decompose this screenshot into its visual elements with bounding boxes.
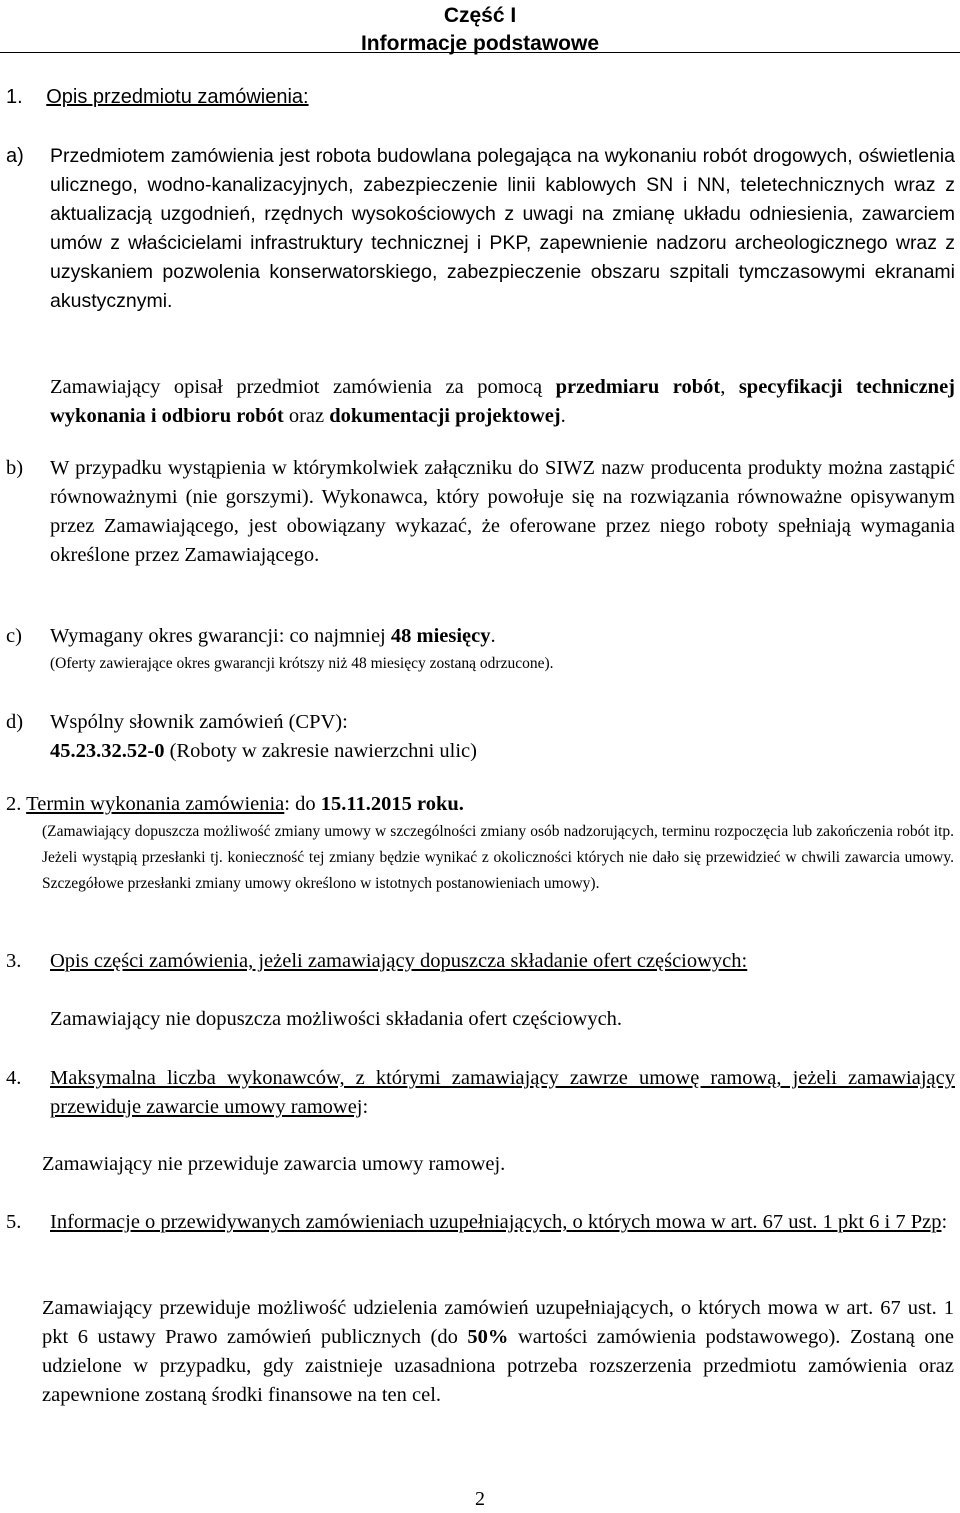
section-5-text bbox=[42, 1294, 954, 1410]
description-text-2: , bbox=[720, 376, 739, 398]
section-2-colon: : do bbox=[284, 793, 321, 815]
item-b-label: b) bbox=[6, 457, 24, 479]
section-4-colon: : bbox=[362, 1096, 369, 1118]
section-4-title-text: Maksymalna liczba wykonawców, z którymi zamawiający zawrze umowę ramową, jeżeli zamawiający przewiduje zawarcie umowy ramowej bbox=[50, 1067, 955, 1118]
description-paragraph bbox=[50, 373, 955, 431]
description-text-1: Zamawiający opisał przedmiot zamówienia za pomocą bbox=[50, 376, 556, 398]
description-text-3: oraz bbox=[283, 405, 330, 427]
description-bold-1: przedmiaru robót bbox=[555, 376, 721, 398]
page-number: 2 bbox=[475, 1488, 485, 1510]
part-title: Część I bbox=[443, 4, 517, 27]
item-b-text: W przypadku wystąpienia w którymkolwiek załączniku do SIWZ nazw producenta produkty można zastąpić równoważnymi (nie gorszymi). Wykonawca, który powołuje się na rozwiązania równoważne opisywanym przez Zamawiającego, jest obowiązany wykazać, że oferowane przez niego roboty spełniają wymagania określone przez Zamawiającego. bbox=[50, 457, 955, 566]
section-3-title bbox=[50, 947, 955, 976]
section-3-title-text: Opis części zamówienia, jeżeli zamawiający dopuszcza składanie ofert częściowych: bbox=[50, 950, 748, 972]
section-1-title: Opis przedmiotu zamówienia: bbox=[46, 86, 309, 108]
item-a-label: a) bbox=[6, 145, 24, 167]
section-3-number: 3. bbox=[6, 950, 22, 972]
percent-value: 50% bbox=[467, 1326, 509, 1348]
section-1-number: 1. bbox=[6, 86, 23, 108]
cpv-description: (Roboty w zakresie nawierzchni ulic) bbox=[164, 740, 477, 762]
section-2-title: Termin wykonania zamówienia bbox=[26, 793, 285, 815]
item-d-text: Wspólny słownik zamówień (CPV): bbox=[50, 711, 348, 733]
part-subtitle: Informacje podstawowe bbox=[360, 32, 600, 55]
item-c-text bbox=[50, 622, 955, 651]
part-header bbox=[350, 2, 610, 58]
section-5-number: 5. bbox=[6, 1211, 22, 1233]
section-2-heading bbox=[6, 790, 911, 819]
warranty-period: 48 miesięcy bbox=[390, 625, 491, 647]
section-5-title-text: Informacje o przewidywanych zamówieniach uzupełniających, o których mowa w art. 67 ust. 1 pkt 6 i 7 Pzp bbox=[50, 1211, 942, 1233]
section-3-text: Zamawiający nie dopuszcza możliwości składania ofert częściowych. bbox=[50, 1008, 623, 1030]
section-4-title bbox=[50, 1064, 955, 1122]
warranty-text: Wymagany okres gwarancji: co najmniej bbox=[50, 625, 391, 647]
item-d-label: d) bbox=[6, 711, 24, 733]
section-5-title bbox=[50, 1208, 955, 1237]
section-2-note: (Zamawiający dopuszcza możliwość zmiany umowy w szczególności zmiany osób nadzorujących, terminu rozpoczęcia lub zakończenia robót itp. Jeżeli wystąpią przesłanki tj. konieczność tej zmiany będzie wynikać z okoliczności których nie dało się przewidzieć w chwili zawarcia umowy. Szczegółowe przesłanki zmiany umowy określono w istotnych postanowieniach umowy). bbox=[42, 823, 954, 892]
description-bold-2: specyfikacji technicznej wykonania i odbioru robót bbox=[50, 376, 955, 427]
cpv-line bbox=[50, 737, 955, 766]
description-text-4: . bbox=[560, 405, 566, 427]
item-a-text: Przedmiotem zamówienia jest robota budowlana polegająca na wykonaniu robót drogowych, oświetlenia ulicznego, wodno-kanalizacyjnych, zabezpieczenie linii kablowych SN i NN, teletechnicznych wraz z aktualizacją uzgodnień, rzędnych wysokościowych z uwagi na zmianę układu odniesienia, zawarciem umów z właścicielami infrastruktury technicznej i PKP, zapewnienie nadzoru archeologicznego wraz z uzyskaniem pozwolenia konserwatorskiego, zabezpieczenie obszaru szpitali tymczasowymi ekranami akustycznymi. bbox=[50, 145, 955, 312]
cpv-code: 45.23.32.52-0 bbox=[50, 740, 165, 762]
section-5-text-2: wartości zamówienia podstawowego). Zostaną one udzielone w przypadku, gdy zaistnieje uzasadniona potrzeba rozszerzenia przedmiotu zamówienia oraz zapewnione zostaną środki finansowe na ten cel. bbox=[42, 1326, 954, 1406]
section-5-text-1: Zamawiający przewiduje możliwość udzielenia zamówień uzupełniających, o których mowa w art. 67 ust. 1 pkt 6 ustawy Prawo zamówień publicznych (do bbox=[42, 1297, 954, 1348]
section-2-number: 2. bbox=[6, 793, 22, 815]
item-c-note: (Oferty zawierające okres gwarancji krótszy niż 48 miesięcy zostaną odrzucone). bbox=[50, 655, 554, 672]
header-rule bbox=[0, 52, 960, 53]
warranty-end: . bbox=[490, 625, 496, 647]
section-5-colon: : bbox=[941, 1211, 948, 1233]
deadline-date: 15.11.2015 roku. bbox=[320, 793, 464, 815]
section-4-number: 4. bbox=[6, 1067, 22, 1089]
description-bold-3: dokumentacji projektowej bbox=[329, 405, 561, 427]
section-1-heading bbox=[6, 83, 706, 112]
item-c-label: c) bbox=[6, 625, 22, 647]
section-4-text: Zamawiający nie przewiduje zawarcia umowy ramowej. bbox=[42, 1153, 506, 1175]
